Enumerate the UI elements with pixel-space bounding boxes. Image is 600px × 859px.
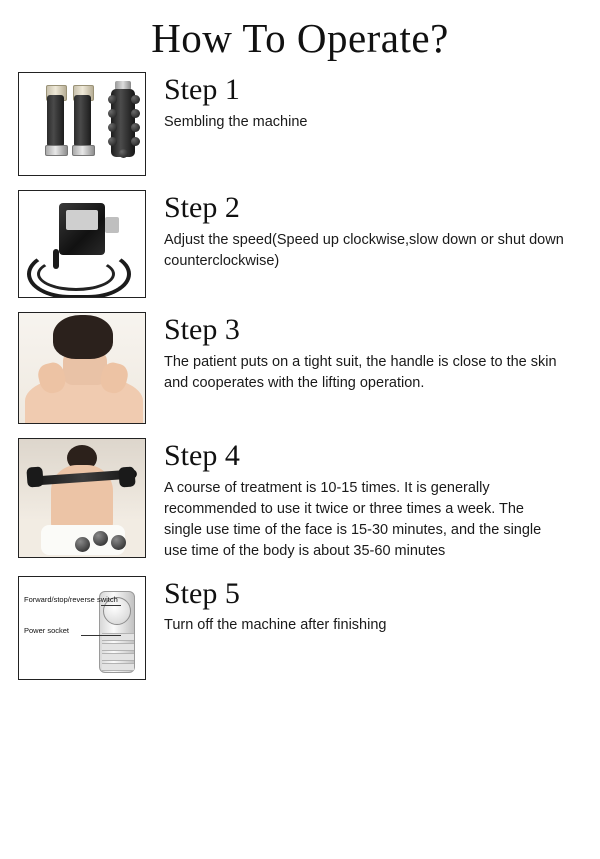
cupping-cup-icon <box>75 537 90 552</box>
roller-spike-icon <box>131 123 140 132</box>
step-1-label: Step 1 <box>164 73 240 106</box>
cupping-cup-icon <box>111 535 126 550</box>
step-item <box>18 72 586 176</box>
cupping-cup-icon <box>93 531 108 546</box>
adapter-cable-icon <box>53 249 59 269</box>
step-3-body <box>146 312 586 394</box>
handle-base-icon <box>72 145 95 156</box>
roller-spike-icon <box>108 109 117 118</box>
step-3-image <box>18 312 146 424</box>
step-5-label: Step 5 <box>164 576 240 610</box>
adapter-cable-icon <box>37 257 115 291</box>
massage-bar-handle-icon <box>118 466 135 487</box>
adapter-label-icon <box>66 210 98 230</box>
step-4-body <box>146 438 586 562</box>
adapter-prongs-icon <box>105 217 119 233</box>
massage-bar-handle-icon <box>26 466 43 487</box>
roller-spike-icon <box>131 95 140 104</box>
step-4-label: Step 4 <box>164 439 240 472</box>
step-2-image <box>18 190 146 298</box>
step-1-image <box>18 72 146 176</box>
handle-base-icon <box>45 145 68 156</box>
step-item <box>18 576 586 680</box>
step-2-text: Adjust the speed(Speed up clockwise,slow down or shut down counterclockwise) <box>164 231 564 269</box>
callout-leader-line <box>101 605 121 606</box>
step-2-body <box>146 190 586 272</box>
callout-leader-line <box>81 635 121 636</box>
callout-label-switch: Forward/stop/reverse switch <box>24 594 118 604</box>
step-4-image <box>18 438 146 558</box>
device-ring-icon <box>102 653 134 661</box>
step-5-text: Turn off the machine after finishing <box>164 617 387 634</box>
roller-spike-icon <box>108 123 117 132</box>
roller-spike-icon <box>119 149 128 158</box>
step-5-image <box>18 576 146 680</box>
handle-icon <box>74 95 91 147</box>
step-4-text: A course of treatment is 10-15 times. It is generally recommended to use it twice or three times a week. The single use time of the face is 15-30 minutes, and the single use time of the body is about 35-60 minutes <box>164 479 542 559</box>
step-item <box>18 312 586 424</box>
step-3-label: Step 3 <box>164 313 240 346</box>
callout-label-socket: Power socket <box>24 625 70 635</box>
handle-icon <box>47 95 64 147</box>
roller-spike-icon <box>131 109 140 118</box>
step-5-body <box>146 576 586 637</box>
step-3-text: The patient puts on a tight suit, the handle is close to the skin and cooperates with the lifting operation. <box>164 353 557 391</box>
patient-hair-icon <box>53 315 113 359</box>
step-item <box>18 438 586 562</box>
roller-spike-icon <box>108 137 117 146</box>
step-2-label: Step 2 <box>164 191 240 224</box>
device-ring-icon <box>102 663 134 671</box>
steps-list <box>0 72 600 680</box>
step-1-body <box>146 72 586 133</box>
step-1-text: Sembling the machine <box>164 113 308 130</box>
roller-spike-icon <box>131 137 140 146</box>
roller-spike-icon <box>108 95 117 104</box>
step-item <box>18 190 586 298</box>
device-ring-icon <box>102 643 134 651</box>
page-title: How To Operate? <box>151 15 449 61</box>
